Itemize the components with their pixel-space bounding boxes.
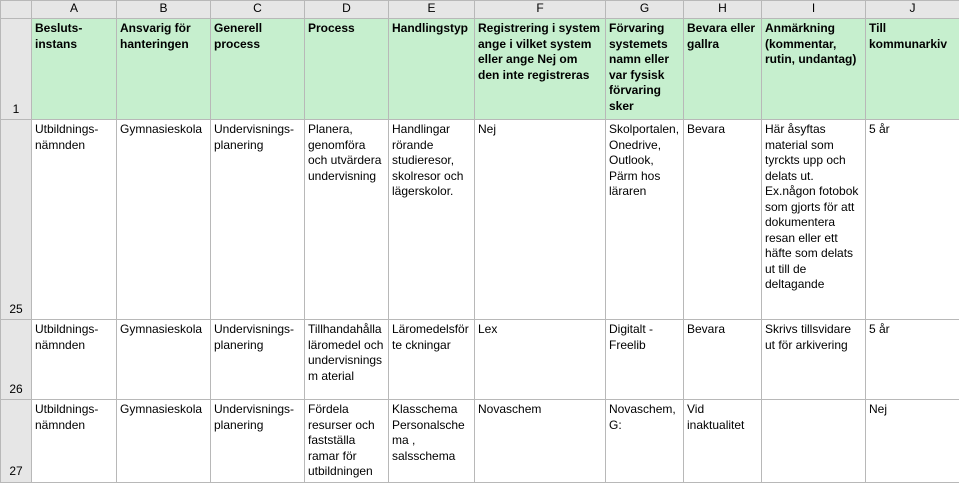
table-cell[interactable] [305,120,389,320]
cell-text: Gymnasieskola [117,400,210,420]
table-cell[interactable] [32,400,117,483]
cell-text: Utbildnings-nämnden [32,400,116,435]
cell-text: Undervisnings-planering [211,120,304,155]
table-cell[interactable] [211,120,305,320]
table-cell[interactable] [866,400,959,483]
header-cell-till-kommunarkiv[interactable] [866,19,959,120]
header-text: Ansvarig för hanteringen [117,19,210,119]
table-cell[interactable] [32,120,117,320]
header-cell-forvaring[interactable] [606,19,684,120]
table-cell[interactable] [475,120,606,320]
column-header-f[interactable]: F [475,1,606,19]
cell-text: Fördela resurser och fastställa ramar för utbildningen [305,400,388,482]
table-cell[interactable] [762,120,866,320]
cell-text: Nej [866,400,959,420]
table-cell[interactable] [117,400,211,483]
header-cell-bevara-eller-gallra[interactable] [684,19,762,120]
cell-text [762,400,865,404]
table-row [1,320,959,400]
header-text: Handlingstyp [389,19,474,119]
cell-text: Gymnasieskola [117,320,210,340]
header-cell-beslutsinstans[interactable] [32,19,117,120]
cell-text: Novaschem [475,400,605,420]
header-cell-generell-process[interactable] [211,19,305,120]
cell-text: Skrivs tillsvidare ut för arkivering [762,320,865,355]
table-cell[interactable] [389,320,475,400]
header-text: Till kommunarkiv [866,19,959,119]
column-header-e[interactable]: E [389,1,475,19]
cell-text: Utbildnings-nämnden [32,120,116,155]
cell-text: Bevara [684,320,761,340]
cell-text: Planera, genomföra och utvärdera undervisning [305,120,388,186]
table-cell[interactable] [606,400,684,483]
column-header-h[interactable]: H [684,1,762,19]
cell-text: Utbildnings-nämnden [32,320,116,355]
table-cell[interactable] [211,400,305,483]
header-cell-registrering[interactable] [475,19,606,120]
table-cell[interactable] [32,320,117,400]
row-header-27[interactable]: 27 [1,400,32,483]
column-header-i[interactable]: I [762,1,866,19]
cell-text: Gymnasieskola [117,120,210,140]
cell-text: Undervisnings-planering [211,320,304,355]
header-cell-process[interactable] [305,19,389,120]
table-cell[interactable] [389,120,475,320]
table-cell[interactable] [866,320,959,400]
header-text: Generell process [211,19,304,119]
column-header-d[interactable]: D [305,1,389,19]
table-cell[interactable] [762,320,866,400]
column-header-g[interactable]: G [606,1,684,19]
header-row [1,19,959,120]
column-header-row [1,1,959,19]
header-text: Registrering i system ange i vilket system eller ange Nej om den inte registreras [475,19,605,119]
table-cell[interactable] [117,320,211,400]
table-cell[interactable] [211,320,305,400]
header-text: Besluts-instans [32,19,116,119]
header-cell-handlingstyp[interactable] [389,19,475,120]
cell-text: Här åsyftas material som tyrckts upp och delats ut. Ex.någon fotobok som gjorts för att dokumentera resan eller ett häfte som delats ut till de deltagande [762,120,865,295]
column-header-j[interactable]: J [866,1,959,19]
table-cell[interactable] [475,400,606,483]
cell-text: Läromedelsförte ckningar [389,320,474,355]
cell-text: Handlingar rörande studieresor, skolresor och lägerskolor. [389,120,474,202]
cell-text: Digitalt - Freelib [606,320,683,355]
table-cell[interactable] [117,120,211,320]
cell-text: Klasschema Personalschema , salsschema [389,400,474,466]
table-row [1,400,959,483]
row-header-25[interactable]: 25 [1,120,32,320]
cell-text: Vid inaktualitet [684,400,761,435]
table-cell[interactable] [762,400,866,483]
table-cell[interactable] [684,320,762,400]
table-cell[interactable] [684,120,762,320]
table-cell[interactable] [684,400,762,483]
column-header-a[interactable]: A [32,1,117,19]
header-text: Process [305,19,388,119]
column-header-b[interactable]: B [117,1,211,19]
cell-text: Skolportalen, Onedrive, Outlook, Pärm hos läraren [606,120,683,202]
cell-text: Lex [475,320,605,340]
table-cell[interactable] [305,400,389,483]
header-text: Anmärkning (kommentar, rutin, undantag) [762,19,865,119]
table-cell[interactable] [389,400,475,483]
row-header-26[interactable]: 26 [1,320,32,400]
cell-text: Tillhandahålla läromedel och undervisningsm aterial [305,320,388,386]
cell-text: Undervisnings-planering [211,400,304,435]
cell-text: Bevara [684,120,761,140]
cell-text: 5 år [866,320,959,340]
row-header-1[interactable]: 1 [1,19,32,120]
table-cell[interactable] [606,120,684,320]
select-all-corner[interactable] [1,1,32,19]
table-cell[interactable] [866,120,959,320]
table-row [1,120,959,320]
table-cell[interactable] [475,320,606,400]
cell-text: 5 år [866,120,959,140]
cell-text: Novaschem, G: [606,400,683,435]
header-text: Förvaring systemets namn eller var fysisk förvaring sker [606,19,683,119]
cell-text: Nej [475,120,605,140]
header-text: Bevara eller gallra [684,19,761,119]
header-cell-ansvarig[interactable] [117,19,211,120]
header-cell-anmarkning[interactable] [762,19,866,120]
column-header-c[interactable]: C [211,1,305,19]
table-cell[interactable] [305,320,389,400]
table-cell[interactable] [606,320,684,400]
